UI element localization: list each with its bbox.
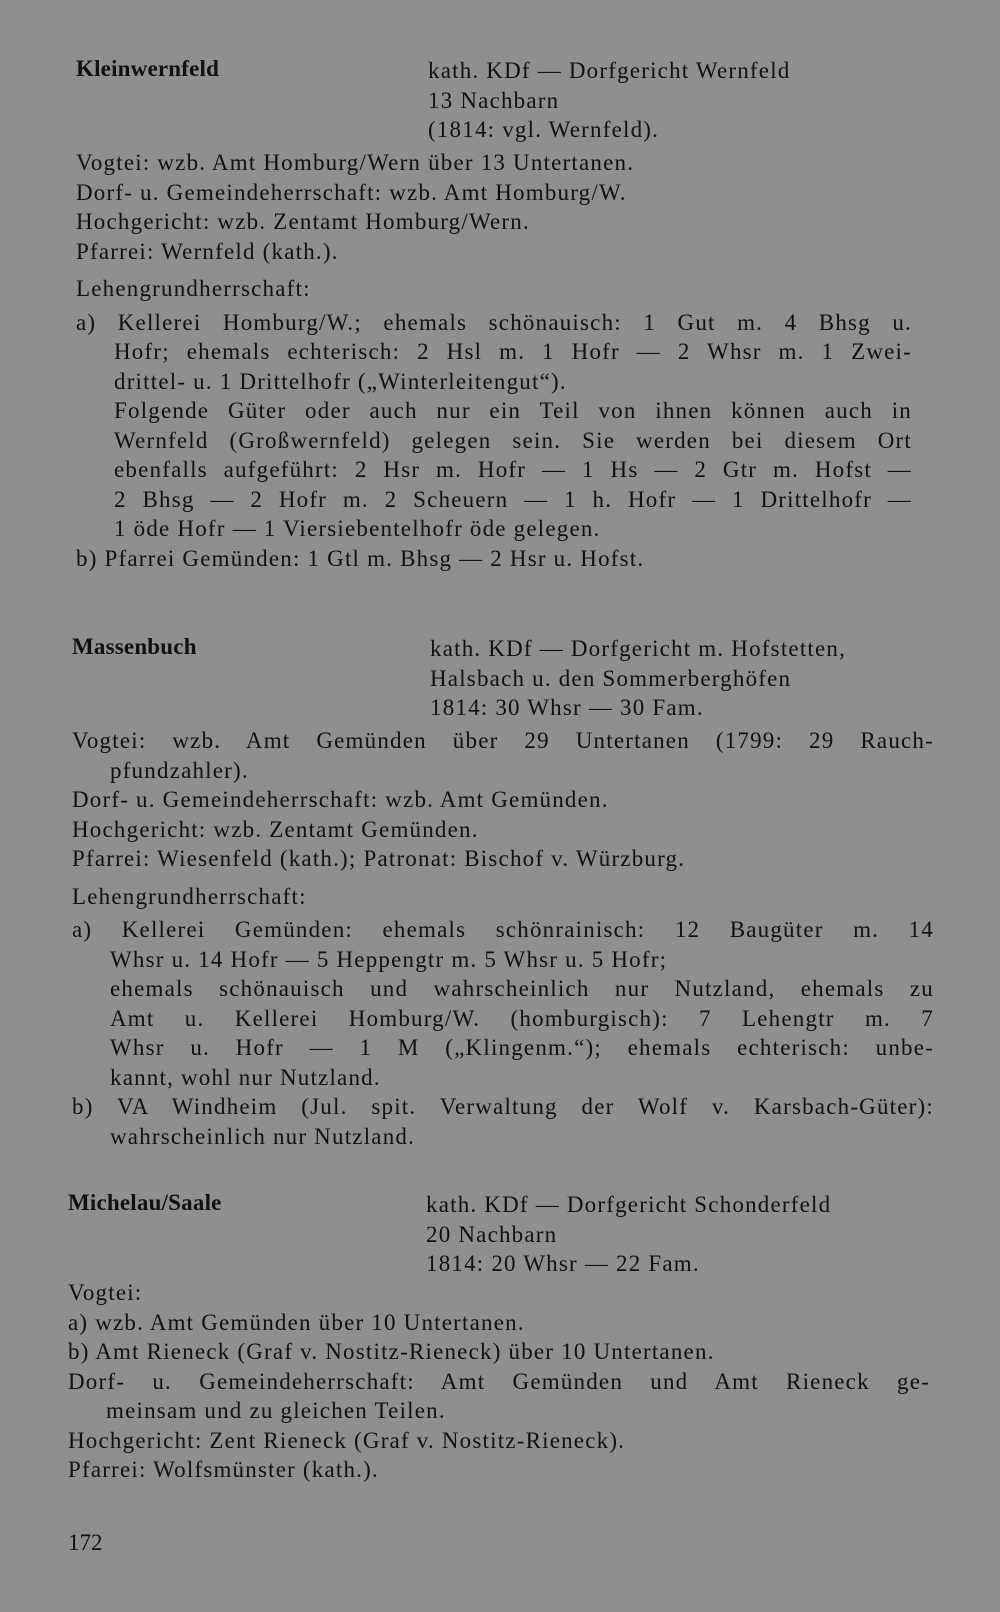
- body-line: Dorf- u. Gemeindeherrschaft: wzb. Amt Homburg/W.: [76, 179, 627, 205]
- entry-title: Michelau/Saale: [68, 1190, 222, 1215]
- header-line: kath. KDf — Dorfgericht m. Hofstetten,: [430, 636, 847, 661]
- body-line: meinsam und zu gleichen Teilen.: [106, 1398, 446, 1423]
- header-line: kath. KDf — Dorfgericht Wernfeld: [428, 58, 791, 83]
- entry-header-info: [428, 56, 791, 145]
- body-line: pfundzahler).: [110, 757, 249, 783]
- body-line: Whsr u. 14 Hofr — 5 Heppengtr m. 5 Whsr u. 5 Hofr;: [110, 946, 668, 972]
- body-line: Dorf- u. Gemeindeherrschaft: wzb. Amt Gemünden.: [72, 787, 609, 812]
- header-line: (1814: vgl. Wernfeld).: [428, 117, 660, 142]
- body-line: Hochgericht: wzb. Zentamt Homburg/Wern.: [76, 209, 530, 234]
- body-line: b) Pfarrei Gemünden: 1 Gtl m. Bhsg — 2 Hsr u. Hofst.: [76, 545, 645, 571]
- body-line: Whsr u. Hofr — 1 M („Klingenm.“); ehemals echterisch: unbe-: [110, 1035, 934, 1060]
- body-line: Pfarrei: Wernfeld (kath.).: [76, 238, 339, 264]
- entry-header-info: [430, 634, 846, 723]
- body-line: a) Kellerei Gemünden: ehemals schönrainisch: 12 Baugüter m. 14: [72, 917, 934, 942]
- body-line: Folgende Güter oder auch nur ein Teil von ihnen können auch in: [114, 398, 912, 423]
- body-line: Wernfeld (Großwernfeld) gelegen sein. Sie werden bei diesem Ort: [114, 427, 912, 453]
- body-line: Lehengrundherrschaft:: [76, 276, 311, 301]
- entry-body: [76, 148, 912, 573]
- body-line: wahrscheinlich nur Nutzland.: [110, 1123, 416, 1149]
- entry-body: [68, 1278, 930, 1485]
- body-line: Pfarrei: Wiesenfeld (kath.); Patronat: Bischof v. Würzburg.: [72, 846, 686, 871]
- body-line: Vogtei:: [68, 1280, 143, 1305]
- body-line: b) Amt Rieneck (Graf v. Nostitz-Rieneck) über 10 Untertanen.: [68, 1339, 715, 1364]
- body-line: Hochgericht: Zent Rieneck (Graf v. Nostitz-Rieneck).: [68, 1427, 626, 1453]
- body-line: ehemals schönauisch und wahrscheinlich nur Nutzland, ehemals zu: [110, 976, 934, 1001]
- body-line: Lehengrundherrschaft:: [72, 883, 307, 909]
- entry-title: Kleinwernfeld: [76, 56, 220, 81]
- header-line: 20 Nachbarn: [426, 1221, 558, 1247]
- body-line: Dorf- u. Gemeindeherrschaft: Amt Gemünden und Amt Rieneck ge-: [68, 1368, 930, 1394]
- entry-title: Massenbuch: [72, 634, 197, 659]
- body-line: Amt u. Kellerei Homburg/W. (homburgisch): 7 Lehengtr m. 7: [110, 1005, 934, 1031]
- body-line: Hofr; ehemals echterisch: 2 Hsl m. 1 Hofr — 2 Whsr m. 1 Zwei-: [114, 339, 912, 364]
- body-line: a) wzb. Amt Gemünden über 10 Untertanen.: [68, 1309, 525, 1335]
- body-line: Vogtei: wzb. Amt Gemünden über 29 Untertanen (1799: 29 Rauch-: [72, 728, 934, 753]
- body-line: a) Kellerei Homburg/W.; ehemals schönauisch: 1 Gut m. 4 Bhsg u.: [76, 309, 912, 335]
- page-number: 172: [68, 1530, 103, 1555]
- header-line: 1814: 30 Whsr — 30 Fam.: [430, 695, 704, 720]
- header-line: 13 Nachbarn: [428, 87, 560, 113]
- body-line: 2 Bhsg — 2 Hofr m. 2 Scheuern — 1 h. Hofr — 1 Drittelhofr —: [114, 486, 912, 512]
- header-line: 1814: 20 Whsr — 22 Fam.: [426, 1251, 700, 1276]
- header-line: kath. KDf — Dorfgericht Schonderfeld: [426, 1192, 832, 1217]
- body-line: Hochgericht: wzb. Zentamt Gemünden.: [72, 816, 479, 842]
- body-line: b) VA Windheim (Jul. spit. Verwaltung der Wolf v. Karsbach-Güter):: [72, 1094, 934, 1119]
- body-line: ebenfalls aufgeführt: 2 Hsr m. Hofr — 1 Hs — 2 Gtr m. Hofst —: [114, 457, 912, 482]
- body-line: 1 öde Hofr — 1 Viersiebentelhofr öde gelegen.: [114, 516, 601, 541]
- body-line: Vogtei: wzb. Amt Homburg/Wern über 13 Untertanen.: [76, 150, 635, 175]
- entry-body: [72, 726, 934, 1151]
- header-line: Halsbach u. den Sommerberghöfen: [430, 665, 792, 691]
- body-line: kannt, wohl nur Nutzland.: [110, 1064, 381, 1090]
- body-line: Pfarrei: Wolfsmünster (kath.).: [68, 1457, 379, 1482]
- entry-header-info: [426, 1190, 831, 1279]
- body-line: drittel- u. 1 Drittelhofr („Winterleitengut“).: [114, 368, 567, 394]
